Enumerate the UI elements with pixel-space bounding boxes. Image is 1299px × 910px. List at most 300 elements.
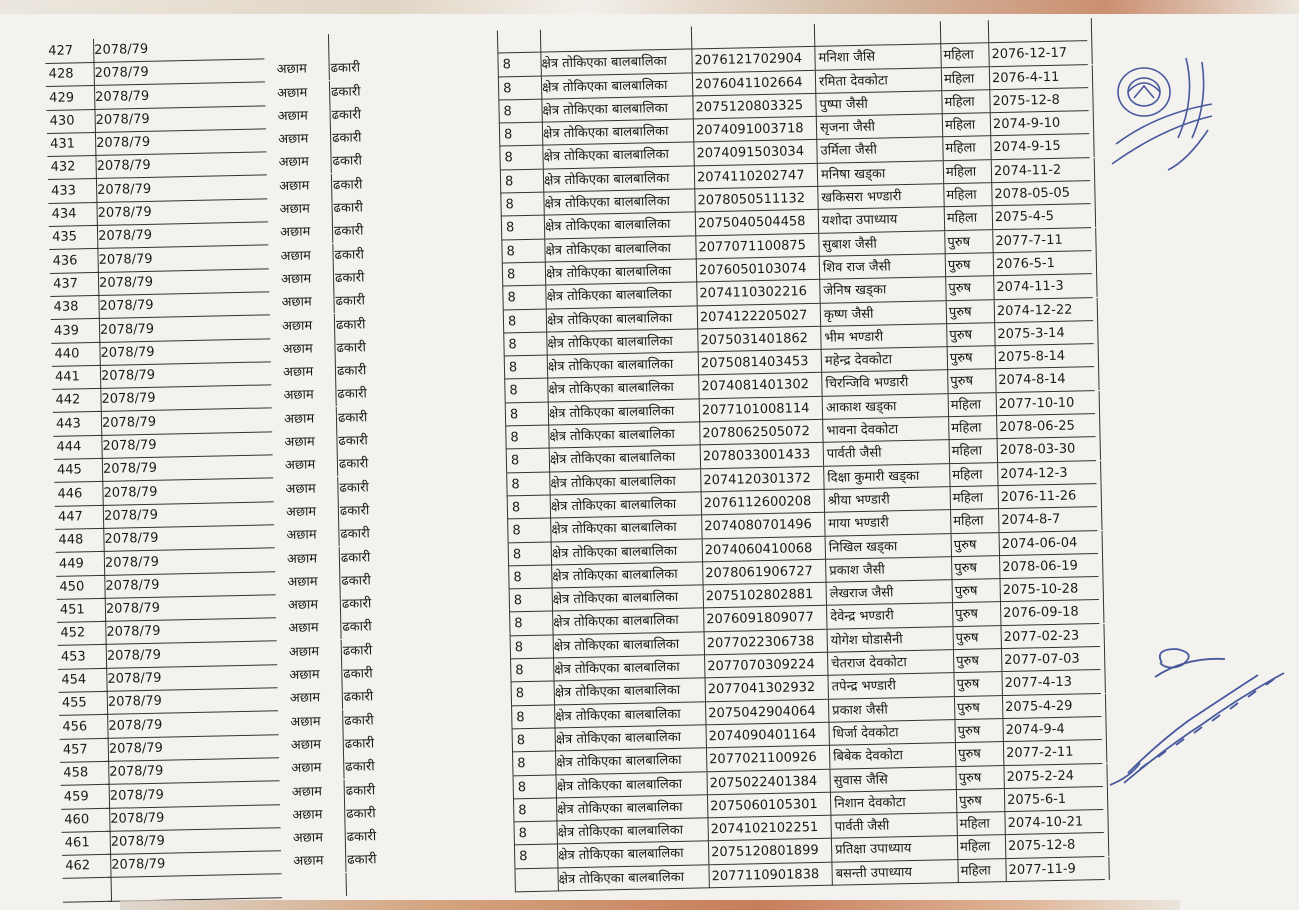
student-name-cell: बसन्ती उपाध्याय <box>832 860 958 886</box>
school-category-cell: क्षेत्र तोकिएका बालबालिका <box>553 679 706 705</box>
district-cell: अछाम <box>286 640 342 664</box>
birth-date-cell: 2078-03-30 <box>996 437 1101 462</box>
municipality-cell: ढकारी <box>341 573 371 589</box>
district-cell: अछाम <box>284 570 340 594</box>
district-cell: अछाम <box>281 430 337 454</box>
birth-date-cell: 2075-12-8 <box>988 88 1093 113</box>
student-name-cell: पुष्पा जैसी <box>816 91 942 117</box>
student-id-cell: 2074110202747 <box>694 164 818 190</box>
academic-year-cell: 2078/79 <box>96 315 270 343</box>
district-cell: अछाम <box>286 663 342 687</box>
student-id-cell: 2076121702904 <box>691 47 815 73</box>
birth-date-cell: 2075-10-28 <box>999 577 1104 602</box>
gender-cell: महिला <box>942 137 991 161</box>
student-name-cell: सृजना जैसी <box>817 114 943 140</box>
school-category-cell: क्षेत्र तोकिएका बालबालिका <box>542 189 695 215</box>
grade-cell: 8 <box>501 239 545 263</box>
grade-cell: 8 <box>500 169 544 193</box>
grade-cell: 8 <box>500 193 544 217</box>
academic-year-cell: 2078/79 <box>107 827 281 855</box>
grade-cell: 8 <box>503 332 547 356</box>
student-id-cell: 2074060410068 <box>702 536 826 562</box>
municipality-cell: ढकारी <box>335 316 366 333</box>
row-number-cell: 453 <box>58 645 107 670</box>
municipality-cell <box>327 31 490 57</box>
row-number-cell: 462 <box>62 854 111 879</box>
district-cell: अछाम <box>280 360 336 384</box>
gender-cell: पुरुष <box>947 370 996 394</box>
academic-year-cell: 2078/79 <box>106 781 280 809</box>
municipality-cell: ढकारी <box>331 130 362 147</box>
municipality-cell: ढकारी <box>343 666 373 682</box>
academic-year-cell: 2078/79 <box>107 851 281 879</box>
student-name-cell: जेनिष खड्का <box>820 277 946 303</box>
academic-year-cell <box>108 874 282 902</box>
gender-cell: पुरुष <box>952 603 1001 627</box>
birth-date-cell: 2074-8-14 <box>994 367 1099 392</box>
birth-date-cell: 2077-4-13 <box>1000 670 1105 695</box>
grade-cell: 8 <box>497 53 541 77</box>
student-name-cell: प्रकाश जैसी <box>826 557 952 583</box>
academic-year-cell: 2078/79 <box>97 385 271 413</box>
school-category-cell: क्षेत्र तोकिएका बालबालिका <box>546 353 699 379</box>
row-number-cell: 427 <box>45 39 94 64</box>
school-category-cell: क्षेत्र तोकिएका बालबालिका <box>548 469 701 495</box>
gender-cell: पुरुष <box>955 742 1004 766</box>
district-cell: अछाम <box>280 383 336 407</box>
district-cell: अछाम <box>283 523 339 547</box>
row-number-cell: 444 <box>53 435 102 460</box>
gender-cell: महिला <box>957 859 1006 883</box>
district-cell: अछाम <box>285 616 341 640</box>
municipality-cell: ढकारी <box>347 852 377 869</box>
row-number-cell: 454 <box>58 668 107 693</box>
academic-year-cell: 2078/79 <box>104 711 278 739</box>
district-cell: अछाम <box>281 407 337 431</box>
academic-year-cell: 2078/79 <box>91 105 265 133</box>
student-id-cell: 2077071100875 <box>695 234 819 260</box>
row-number-cell: 450 <box>56 575 105 600</box>
grade-cell: 8 <box>510 635 554 659</box>
grade-cell: 8 <box>509 612 553 636</box>
gender-cell: महिला <box>949 463 998 487</box>
district-cell: अछाम <box>279 314 335 338</box>
student-id-cell: 2074080701496 <box>701 513 825 539</box>
school-category-cell: क्षेत्र तोकिएका बालबालिका <box>556 842 709 868</box>
student-id-cell: 2074122205027 <box>697 303 821 329</box>
gender-cell: पुरुष <box>946 300 995 324</box>
student-id-cell: 2077101008114 <box>699 397 823 423</box>
student-id-cell: 2077021100926 <box>706 746 830 772</box>
row-number-cell: 435 <box>49 225 98 250</box>
row-number-cell: 429 <box>46 86 95 111</box>
gender-cell: पुरुष <box>951 556 1000 580</box>
grade-cell: 8 <box>508 565 552 589</box>
municipality-cell: ढकारी <box>334 247 365 263</box>
row-number-cell: 459 <box>61 784 110 809</box>
student-id-cell: 2075120801899 <box>708 839 832 865</box>
student-id-cell: 2074081401302 <box>698 373 822 399</box>
grade-cell: 8 <box>505 402 549 426</box>
academic-year-cell: 2078/79 <box>102 618 276 646</box>
row-number-cell: 452 <box>57 621 106 646</box>
gender-cell: पुरुष <box>944 230 993 254</box>
student-id-cell: 2078061906727 <box>702 560 826 586</box>
student-name-cell: सुवास जैसि <box>830 767 956 793</box>
academic-year-cell: 2078/79 <box>100 525 274 553</box>
district-cell: अछाम <box>277 244 333 268</box>
school-category-cell: क्षेत्र तोकिएका बालबालिका <box>547 399 700 425</box>
student-id-cell: 2074110302216 <box>696 280 820 306</box>
gender-cell: पुरुष <box>946 323 995 347</box>
gender-cell: पुरुष <box>954 696 1003 720</box>
district-cell: अछाम <box>283 500 339 524</box>
school-category-cell: क्षेत्र तोकिएका बालबालिका <box>540 73 693 99</box>
birth-date-cell: 2075-2-24 <box>1002 763 1107 788</box>
school-category-cell: क्षेत्र तोकिएका बालबालिका <box>541 143 694 169</box>
academic-year-cell: 2078/79 <box>98 408 272 436</box>
row-number-cell: 447 <box>55 505 104 530</box>
district-cell: अछाम <box>273 57 329 81</box>
grade-cell: 8 <box>499 146 543 170</box>
municipality-cell: ढकारी <box>346 806 376 822</box>
birth-date-cell: 2077-10-10 <box>995 391 1100 416</box>
academic-year-cell: 2078/79 <box>99 455 273 483</box>
municipality-cell: ढकारी <box>340 549 371 566</box>
grade-cell: 8 <box>506 449 550 473</box>
gender-cell <box>940 20 989 44</box>
birth-date-cell: 2077-7-11 <box>991 228 1096 253</box>
row-number-cell: 449 <box>56 551 105 576</box>
gender-cell: पुरुष <box>951 533 1000 557</box>
municipality-cell: ढकारी <box>330 60 361 77</box>
student-name-cell: माया भण्डारी <box>825 510 951 536</box>
gender-cell: महिला <box>941 67 990 91</box>
academic-year-cell: 2078/79 <box>101 571 275 599</box>
municipality-cell: ढकारी <box>345 759 375 776</box>
municipality-cell: ढकारी <box>334 270 365 286</box>
row-number-cell: 433 <box>48 179 97 204</box>
birth-date-cell <box>987 18 1092 43</box>
row-number-cell: 441 <box>52 365 101 390</box>
row-number-cell: 439 <box>51 318 100 343</box>
row-number-cell: 430 <box>46 109 95 134</box>
grade-cell: 8 <box>511 682 555 706</box>
academic-year-cell: 2078/79 <box>104 688 278 716</box>
grade-cell <box>497 30 541 54</box>
academic-year-cell: 2078/79 <box>98 431 272 459</box>
student-name-cell: देवेन्द्र भण्डारी <box>827 604 953 630</box>
row-number-cell: 432 <box>47 155 96 180</box>
academic-year-cell: 2078/79 <box>103 664 277 692</box>
gender-cell: पुरुष <box>945 276 994 300</box>
school-category-cell: क्षेत्र तोकिएका बालबालिका <box>544 259 697 285</box>
municipality-cell: ढकारी <box>337 410 368 426</box>
row-number-cell: 461 <box>62 831 111 856</box>
school-category-cell: क्षेत्र तोकिएका बालबालिका <box>551 585 704 611</box>
municipality-cell: ढकारी <box>333 200 364 217</box>
student-name-cell: खकिसरा भण्डारी <box>818 184 944 210</box>
student-id-cell: 2076050103074 <box>696 257 820 283</box>
municipality-cell: ढकारी <box>341 596 372 613</box>
officer-signature-stamp <box>1100 645 1295 795</box>
gender-cell: पुरुष <box>954 719 1003 743</box>
student-name-cell: रमिता देवकोटा <box>816 68 942 94</box>
school-category-cell: क्षेत्र तोकिएका बालबालिका <box>545 306 698 332</box>
row-number-cell: 436 <box>49 249 98 274</box>
student-id-cell: 2077022306738 <box>704 629 828 655</box>
student-id-cell: 2074091003718 <box>693 117 817 143</box>
student-id-cell: 2075120803325 <box>692 94 816 120</box>
student-register-table <box>45 18 1132 888</box>
district-cell: अछाम <box>274 104 330 128</box>
district-cell: अछाम <box>282 453 338 477</box>
row-number-cell: 455 <box>59 691 108 716</box>
municipality-cell: ढकारी <box>339 503 370 519</box>
row-number-cell: 428 <box>45 62 94 87</box>
student-id-cell: 2075102802881 <box>703 583 827 609</box>
student-id-cell: 2074090401164 <box>705 723 829 749</box>
academic-year-cell: 2078/79 <box>106 804 280 832</box>
student-name-cell: लेखराज जैसी <box>827 580 953 606</box>
school-category-cell: क्षेत्र तोकिएका बालबालिका <box>547 422 700 448</box>
student-name-cell: चेतराज देवकोटा <box>828 650 954 676</box>
academic-year-cell: 2078/79 <box>97 361 271 389</box>
birth-date-cell: 2074-11-3 <box>992 274 1097 299</box>
birth-date-cell: 2077-2-11 <box>1002 740 1107 765</box>
birth-date-cell: 2076-4-11 <box>988 65 1093 90</box>
grade-cell: 8 <box>513 798 557 822</box>
district-cell: अछाम <box>288 756 344 780</box>
gender-cell: महिला <box>956 812 1005 836</box>
school-category-cell: क्षेत्र तोकिएका बालबालिका <box>551 609 704 635</box>
academic-year-cell: 2078/79 <box>93 175 267 203</box>
student-id-cell: 2078062505072 <box>699 420 823 446</box>
grade-cell: 8 <box>506 472 550 496</box>
academic-year-cell: 2078/79 <box>92 152 266 180</box>
student-name-cell: धिर्जा देवकोटा <box>829 720 955 746</box>
birth-date-cell: 2074-9-10 <box>989 111 1094 136</box>
birth-date-cell: 2077-07-03 <box>1000 647 1105 672</box>
gender-cell: पुरुष <box>953 672 1002 696</box>
school-category-cell: क्षेत्र तोकिएका बालबालिका <box>555 818 708 844</box>
birth-date-cell: 2076-09-18 <box>999 600 1104 625</box>
grade-cell: 8 <box>501 216 545 240</box>
grade-cell: 8 <box>503 309 547 333</box>
gender-cell: पुरुष <box>953 649 1002 673</box>
student-id-cell: 2078050511132 <box>694 187 818 213</box>
grade-cell: 8 <box>505 426 549 450</box>
academic-year-cell: 2078/79 <box>94 222 268 250</box>
district-cell: अछाम <box>287 710 343 734</box>
row-number-cell: 442 <box>52 388 101 413</box>
student-name-cell: सुबाश जैसी <box>819 231 945 257</box>
municipality-cell <box>345 869 508 895</box>
student-name-cell: भीम भण्डारी <box>821 324 947 350</box>
grade-cell: 8 <box>507 519 551 543</box>
district-cell: अछाम <box>279 337 335 361</box>
municipality-cell: ढकारी <box>332 153 363 170</box>
academic-year-cell: 2078/79 <box>101 548 275 576</box>
district-cell: अछाम <box>278 267 334 291</box>
grade-cell: 8 <box>509 589 553 613</box>
birth-date-cell: 2078-05-05 <box>990 181 1095 206</box>
student-name-cell: मनिषा खड्का <box>818 161 944 187</box>
school-category-cell: क्षेत्र तोकिएका बालबालिका <box>548 446 701 472</box>
grade-cell: 8 <box>514 845 558 869</box>
district-cell: अछाम <box>277 220 333 244</box>
academic-year-cell: 2078/79 <box>105 734 279 762</box>
birth-date-cell: 2077-11-9 <box>1004 857 1109 882</box>
grade-cell: 8 <box>504 356 548 380</box>
school-category-cell: क्षेत्र तोकिएका बालबालिका <box>552 632 705 658</box>
gender-cell: पुरुष <box>956 789 1005 813</box>
student-name-cell: उर्मिला जैसी <box>817 138 943 164</box>
grade-cell: 8 <box>502 263 546 287</box>
student-name-cell: भावना देवकोटा <box>823 417 949 443</box>
school-category-cell: क्षेत्र तोकिएका बालबालिका <box>554 748 707 774</box>
birth-date-cell: 2074-11-2 <box>990 158 1095 183</box>
row-number-cell <box>63 877 112 902</box>
gender-cell: महिला <box>950 509 999 533</box>
student-id-cell: 2077041302932 <box>705 676 829 702</box>
academic-year-cell: 2078/79 <box>93 198 267 226</box>
row-number-cell: 437 <box>50 272 99 297</box>
school-category-cell: क्षेत्र तोकिएका बालबालिका <box>554 725 707 751</box>
grade-cell: 8 <box>507 495 551 519</box>
birth-date-cell: 2075-8-14 <box>994 344 1099 369</box>
municipality-cell: ढकारी <box>344 712 374 729</box>
student-name-cell: तपेन्द्र भण्डारी <box>828 673 954 699</box>
academic-year-cell: 2078/79 <box>90 59 264 87</box>
student-name-cell: श्रीया भण्डारी <box>825 487 951 513</box>
school-category-cell: क्षेत्र तोकिएका बालबालिका <box>553 702 706 728</box>
student-name-cell: आकाश खड्का <box>823 394 949 420</box>
row-number-cell: 445 <box>54 458 103 483</box>
student-name-cell: यशोदा उपाध्याय <box>819 208 945 234</box>
student-id-cell: 2076091809077 <box>703 606 827 632</box>
gender-cell: पुरुष <box>952 626 1001 650</box>
gender-cell: महिला <box>940 44 989 68</box>
student-name-cell: चिरन्जिवि भण्डारी <box>822 371 948 397</box>
school-category-cell: क्षेत्र तोकिएका बालबालिका <box>543 236 696 262</box>
district-cell: अछाम <box>275 127 331 151</box>
gender-cell: महिला <box>948 416 997 440</box>
scan-top-edge <box>0 0 1299 14</box>
academic-year-cell: 2078/79 <box>91 82 265 110</box>
municipality-cell: ढकारी <box>340 526 370 543</box>
scan-bottom-edge <box>120 900 1180 910</box>
academic-year-cell: 2078/79 <box>92 129 266 157</box>
grade-cell: 8 <box>499 123 543 147</box>
district-cell <box>291 873 347 897</box>
municipality-cell: ढकारी <box>333 223 364 240</box>
district-cell: अछाम <box>288 733 344 757</box>
municipality-cell: ढकारी <box>345 782 376 799</box>
row-number-cell: 431 <box>47 132 96 157</box>
grade-cell: 8 <box>508 542 552 566</box>
student-name-cell: निशान देवकोटा <box>831 790 957 816</box>
birth-date-cell: 2074-12-22 <box>993 298 1098 323</box>
grade-cell: 8 <box>498 99 542 123</box>
birth-date-cell: 2076-11-26 <box>997 484 1102 509</box>
grade-cell: 8 <box>511 705 555 729</box>
academic-year-cell: 2078/79 <box>96 338 270 366</box>
office-seal-stamp <box>1098 52 1218 182</box>
student-id-cell: 2075031401862 <box>697 327 821 353</box>
grade-cell: 8 <box>502 286 546 310</box>
municipality-cell: ढकारी <box>343 689 374 706</box>
school-category-cell: क्षेत्र तोकिएका बालबालिका <box>549 516 702 542</box>
gender-cell: महिला <box>948 393 997 417</box>
district-cell: अछाम <box>278 290 334 314</box>
district-cell: अछाम <box>289 779 345 803</box>
school-category-cell: क्षेत्र तोकिएका बालबालिका <box>541 120 694 146</box>
row-number-cell: 440 <box>51 342 100 367</box>
grade-cell: 8 <box>498 76 542 100</box>
district-cell: अछाम <box>290 826 346 850</box>
gender-cell: पुरुष <box>947 346 996 370</box>
district-cell: अछाम <box>276 197 332 221</box>
student-id-cell: 2075081403453 <box>698 350 822 376</box>
school-category-cell: क्षेत्र तोकिएका बालबालिका <box>545 329 698 355</box>
student-name-cell: मनिशा जैसि <box>815 45 941 71</box>
student-name-cell: दिक्षा कुमारी खड्का <box>824 464 950 490</box>
gender-cell: महिला <box>942 113 991 137</box>
grade-cell: 8 <box>512 752 556 776</box>
school-category-cell: क्षेत्र तोकिएका बालबालिका <box>552 655 705 681</box>
academic-year-cell: 2078/79 <box>90 35 264 63</box>
school-category-cell: क्षेत्र तोकिएका बालबालिका <box>555 795 708 821</box>
birth-date-cell: 2074-9-4 <box>1001 717 1106 742</box>
district-cell: अछाम <box>285 593 341 617</box>
birth-date-cell: 2074-8-7 <box>997 507 1102 532</box>
gender-cell: महिला <box>950 486 999 510</box>
row-number-cell: 446 <box>54 482 103 507</box>
birth-date-cell: 2074-12-3 <box>996 461 1101 486</box>
gender-cell: महिला <box>944 207 993 231</box>
municipality-cell: ढकारी <box>336 363 367 380</box>
gender-cell: महिला <box>943 160 992 184</box>
birth-date-cell: 2074-06-04 <box>998 530 1103 555</box>
district-cell: अछाम <box>284 546 340 570</box>
student-id-cell: 2078033001433 <box>700 443 824 469</box>
school-category-cell: क्षेत्र तोकिएका बालबालिका <box>550 539 703 565</box>
academic-year-cell: 2078/79 <box>99 478 273 506</box>
academic-year-cell: 2078/79 <box>100 501 274 529</box>
grade-cell: 8 <box>512 728 556 752</box>
gender-cell: महिला <box>941 90 990 114</box>
municipality-cell: ढकारी <box>331 107 362 123</box>
academic-year-cell: 2078/79 <box>94 245 268 273</box>
row-number-cell: 456 <box>59 714 108 739</box>
academic-year-cell: 2078/79 <box>103 641 277 669</box>
student-id-cell: 2075042904064 <box>705 699 829 725</box>
student-name-cell: योगेश घोडासैनी <box>828 627 954 653</box>
birth-date-cell: 2075-4-29 <box>1001 694 1106 719</box>
student-name-cell: निखिल खड्का <box>826 534 952 560</box>
school-category-cell: क्षेत्र तोकिएका बालबालिका <box>543 213 696 239</box>
district-cell: अछाम <box>289 803 345 827</box>
gender-cell: पुरुष <box>945 253 994 277</box>
student-name-cell: महेन्द्र देवकोटा <box>822 347 948 373</box>
student-id-cell: 2075040504458 <box>695 210 819 236</box>
grade-cell: 8 <box>504 379 548 403</box>
student-id-cell: 2075022401384 <box>706 769 830 795</box>
birth-date-cell: 2076-12-17 <box>987 41 1092 66</box>
municipality-cell: ढकारी <box>342 643 373 659</box>
row-number-cell: 438 <box>50 295 99 320</box>
